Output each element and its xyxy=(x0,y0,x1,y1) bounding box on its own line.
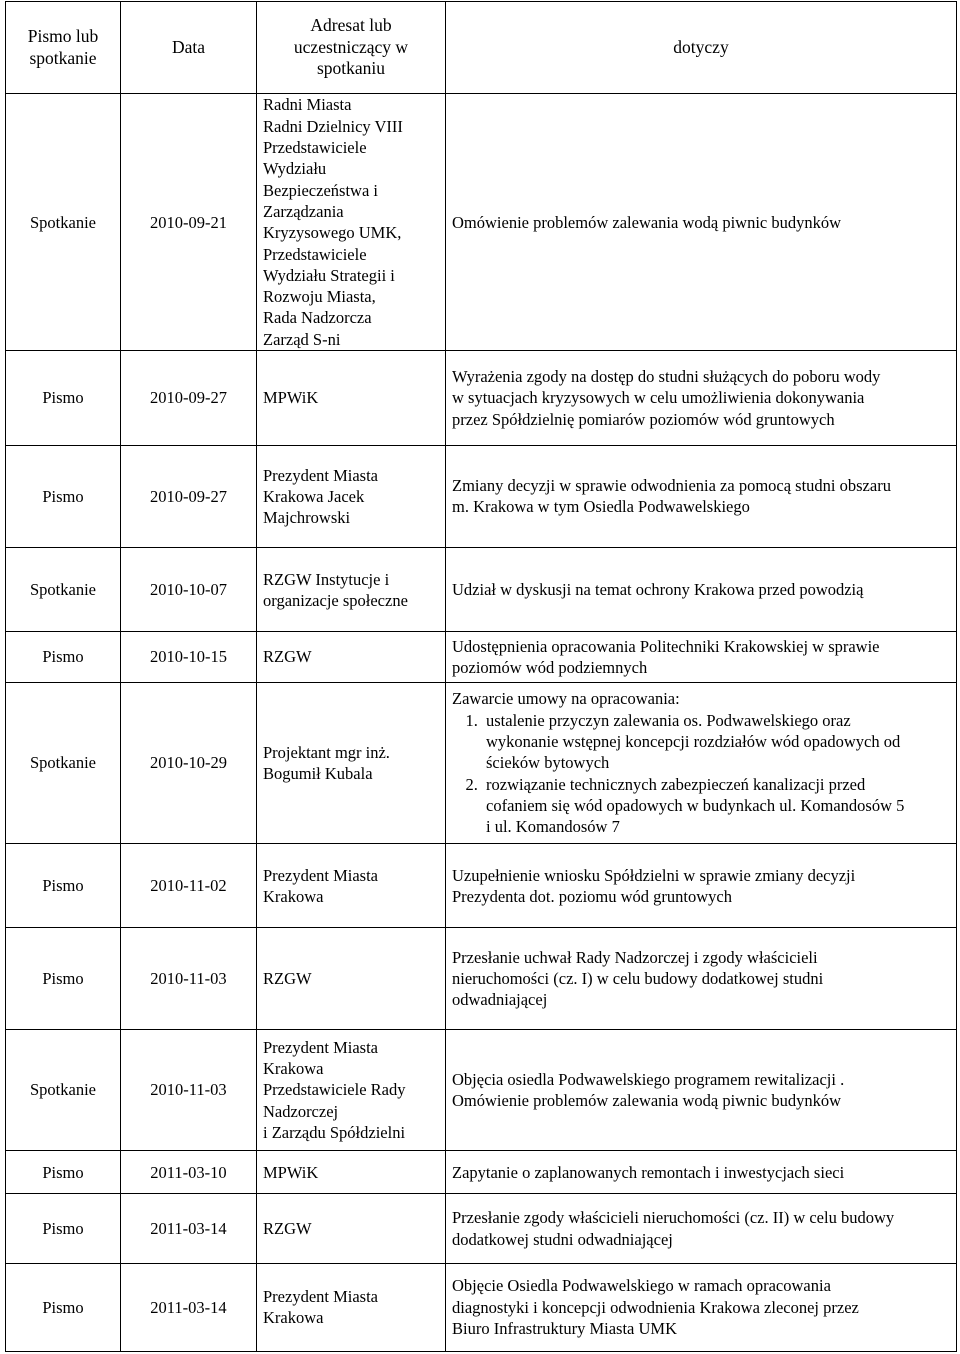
topic-line: Omówienie problemów zalewania wodą piwnic budynków xyxy=(452,1091,842,1111)
header-topic xyxy=(446,2,957,94)
cell-topic xyxy=(446,94,957,351)
cell-type: Pismo xyxy=(6,1263,121,1351)
cell-addressee xyxy=(257,445,446,547)
addressee-line: MPWiK xyxy=(263,388,319,408)
addressee-line: Bogumił Kubala xyxy=(263,763,373,783)
cell-type: Spotkanie xyxy=(6,682,121,844)
cell-topic xyxy=(446,351,957,445)
topic-line: Biuro Infrastruktury Miasta UMK xyxy=(452,1318,678,1338)
cell-topic xyxy=(446,1194,957,1263)
header-label-line: Pismo lub xyxy=(27,26,99,46)
topic-line: Wyrażenia zgody na dostęp do studni służących do poboru wody xyxy=(452,367,881,387)
topic-line: Przesłanie zgody właścicieli nieruchomości (cz. II) w celu budowy xyxy=(452,1208,895,1228)
cell-addressee xyxy=(257,1263,446,1351)
table-row xyxy=(6,844,957,928)
cell-addressee xyxy=(257,94,446,351)
addressee-line: Kryzysowego UMK, xyxy=(263,223,402,243)
topic-list-line: ścieków bytowych xyxy=(486,753,610,773)
cell-type: Pismo xyxy=(6,445,121,547)
cell-addressee xyxy=(257,632,446,682)
addressee-line: Krakowa xyxy=(263,1059,324,1079)
header-date xyxy=(121,2,257,94)
addressee-line: Krakowa Jacek xyxy=(263,486,365,506)
addressee-line: Rada Nadzorcza xyxy=(263,308,372,328)
addressee-line: RZGW xyxy=(263,647,312,667)
addressee-line: Zarządzania xyxy=(263,201,344,221)
header-label-line: spotkanie xyxy=(29,47,97,68)
addressee-line: Nadzorczej xyxy=(263,1101,339,1121)
cell-date: 2010-10-07 xyxy=(121,548,257,632)
topic-line: Uzupełnienie wniosku Spółdzielni w sprawie zmiany decyzji xyxy=(452,865,856,885)
table-row xyxy=(6,94,957,351)
cell-type: Pismo xyxy=(6,1151,121,1194)
topic-line: poziomów wód podziemnych xyxy=(452,658,648,678)
cell-date: 2010-09-21 xyxy=(121,94,257,351)
addressee-line: Prezydent Miasta xyxy=(263,1287,379,1307)
cell-type: Spotkanie xyxy=(6,548,121,632)
topic-line: Przesłanie uchwał Rady Nadzorczej i zgody właścicieli xyxy=(452,947,818,967)
cell-type: Pismo xyxy=(6,844,121,928)
addressee-line: Prezydent Miasta xyxy=(263,865,379,885)
topic-line: odwadniającej xyxy=(452,990,548,1010)
topic-line: Zapytanie o zaplanowanych remontach i inwestycjach sieci xyxy=(452,1162,845,1182)
topic-line: Prezydenta dot. poziomu wód gruntowych xyxy=(452,886,732,906)
addressee-line: Krakowa xyxy=(263,886,324,906)
header-label-line: Adresat lub xyxy=(310,15,392,36)
topic-line: Objęcie Osiedla Podwawelskiego w ramach opracowania xyxy=(452,1276,831,1296)
topic-line: Omówienie problemów zalewania wodą piwnic budynków xyxy=(452,212,842,232)
table-row xyxy=(6,1029,957,1150)
header-label-line: uczestniczący w xyxy=(293,36,409,57)
addressee-line: Krakowa xyxy=(263,1308,324,1328)
table-row xyxy=(6,1263,957,1351)
table-row xyxy=(6,351,957,445)
topic-list-line: 1. ustalenie przyczyn zalewania os. Podwawelskiego oraz xyxy=(486,710,851,730)
cell-topic xyxy=(446,682,957,844)
addressee-line: RZGW xyxy=(263,969,312,988)
topic-list-line: 2. rozwiązanie technicznych zabezpieczeń kanalizacji przed xyxy=(486,774,866,794)
cell-date: 2010-10-15 xyxy=(121,632,257,682)
addressee-line: Prezydent Miasta xyxy=(263,465,379,485)
cell-addressee xyxy=(257,1194,446,1263)
addressee-line: Radni Dzielnicy VIII xyxy=(263,116,403,136)
cell-addressee xyxy=(257,1029,446,1150)
cell-date: 2010-09-27 xyxy=(121,351,257,445)
header-label-line: spotkaniu xyxy=(316,58,386,79)
topic-line: Zawarcie umowy na opracowania: xyxy=(452,689,680,709)
topic-list-line: cofaniem się wód opadowych w budynkach ul. Komandosów 5 xyxy=(486,795,905,815)
cell-addressee xyxy=(257,351,446,445)
table-row xyxy=(6,1151,957,1194)
addressee-line: Projektant mgr inż. xyxy=(263,742,390,762)
addressee-line: Przedstawiciele Rady xyxy=(263,1080,406,1100)
header-label-line: Data xyxy=(171,36,206,57)
topic-line: nieruchomości (cz. I) w celu budowy dodatkowej studni xyxy=(452,969,824,988)
topic-line: Objęcia osiedla Podwawelskiego programem rewitalizacji . xyxy=(452,1069,845,1089)
topic-line: Udział w dyskusji na temat ochrony Krakowa przed powodzią xyxy=(452,580,864,600)
topic-line: Udostępnienia opracowania Politechniki Krakowskiej w sprawie xyxy=(452,636,880,656)
cell-topic xyxy=(446,928,957,1029)
addressee-line: RZGW Instytucje i xyxy=(263,569,390,589)
cell-date: 2010-11-03 xyxy=(121,1029,257,1150)
cell-addressee xyxy=(257,682,446,844)
addressee-line: Majchrowski xyxy=(263,508,351,528)
cell-date: 2011-03-14 xyxy=(121,1263,257,1351)
topic-line: Zmiany decyzji w sprawie odwodnienia za pomocą studni obszaru xyxy=(452,476,891,496)
addressee-line: Prezydent Miasta xyxy=(263,1037,379,1057)
cell-addressee xyxy=(257,928,446,1029)
addressee-line: organizacje społeczne xyxy=(263,590,408,610)
cell-topic xyxy=(446,445,957,547)
topic-list-item xyxy=(482,774,950,838)
cell-addressee xyxy=(257,844,446,928)
addressee-line: Wydziału Strategii i xyxy=(263,265,395,285)
cell-topic xyxy=(446,1151,957,1194)
topic-list-item xyxy=(482,710,950,774)
table-row xyxy=(6,445,957,547)
addressee-line: Radni Miasta xyxy=(263,95,352,115)
addressee-line: Wydziału xyxy=(263,159,327,179)
header-row xyxy=(6,2,957,94)
cell-date: 2010-11-03 xyxy=(121,928,257,1029)
cell-type: Pismo xyxy=(6,928,121,1029)
table-row xyxy=(6,1194,957,1263)
correspondence-table xyxy=(5,1,957,1352)
cell-date: 2010-11-02 xyxy=(121,844,257,928)
addressee-line: i Zarządu Spółdzielni xyxy=(263,1122,406,1142)
cell-topic xyxy=(446,1029,957,1150)
cell-topic xyxy=(446,844,957,928)
table-row xyxy=(6,928,957,1029)
topic-line: diagnostyki i koncepcji odwodnienia Krakowa zleconej przez xyxy=(452,1297,859,1317)
table-row xyxy=(6,548,957,632)
addressee-line: Bezpieczeństwa i xyxy=(263,180,378,200)
addressee-line: Zarząd S-ni xyxy=(263,329,341,349)
topic-numbered-list xyxy=(452,710,950,838)
header-type xyxy=(6,2,121,94)
cell-topic xyxy=(446,632,957,682)
cell-type: Pismo xyxy=(6,351,121,445)
topic-line: w sytuacjach kryzysowych w celu umożliwienia dokonywania xyxy=(452,388,865,408)
cell-date: 2011-03-14 xyxy=(121,1194,257,1263)
topic-list-line: wykonanie wstępnej koncepcji rozdziałów wód opadowych od xyxy=(486,731,901,751)
addressee-line: RZGW xyxy=(263,1218,312,1238)
cell-addressee xyxy=(257,548,446,632)
cell-date: 2010-10-29 xyxy=(121,682,257,844)
cell-type: Pismo xyxy=(6,1194,121,1263)
cell-type: Spotkanie xyxy=(6,94,121,351)
addressee-line: Rozwoju Miasta, xyxy=(263,287,376,307)
table-row xyxy=(6,682,957,844)
topic-line: dodatkowej studni odwadniającej xyxy=(452,1229,673,1249)
cell-topic xyxy=(446,1263,957,1351)
cell-date: 2011-03-10 xyxy=(121,1151,257,1194)
addressee-line: MPWiK xyxy=(263,1162,319,1182)
cell-topic xyxy=(446,548,957,632)
cell-addressee xyxy=(257,1151,446,1194)
topic-list-line: i ul. Komandosów 7 xyxy=(486,817,620,837)
cell-type: Pismo xyxy=(6,632,121,682)
topic-line: przez Spółdzielnię pomiarów poziomów wód gruntowych xyxy=(452,409,835,429)
topic-line: m. Krakowa w tym Osiedla Podwawelskiego xyxy=(452,497,750,517)
header-addressee xyxy=(257,2,446,94)
cell-type: Spotkanie xyxy=(6,1029,121,1150)
cell-date: 2010-09-27 xyxy=(121,445,257,547)
header-label-line: dotyczy xyxy=(673,36,729,57)
addressee-line: Przedstawiciele xyxy=(263,244,367,264)
addressee-line: Przedstawiciele xyxy=(263,138,367,158)
table-row xyxy=(6,632,957,682)
